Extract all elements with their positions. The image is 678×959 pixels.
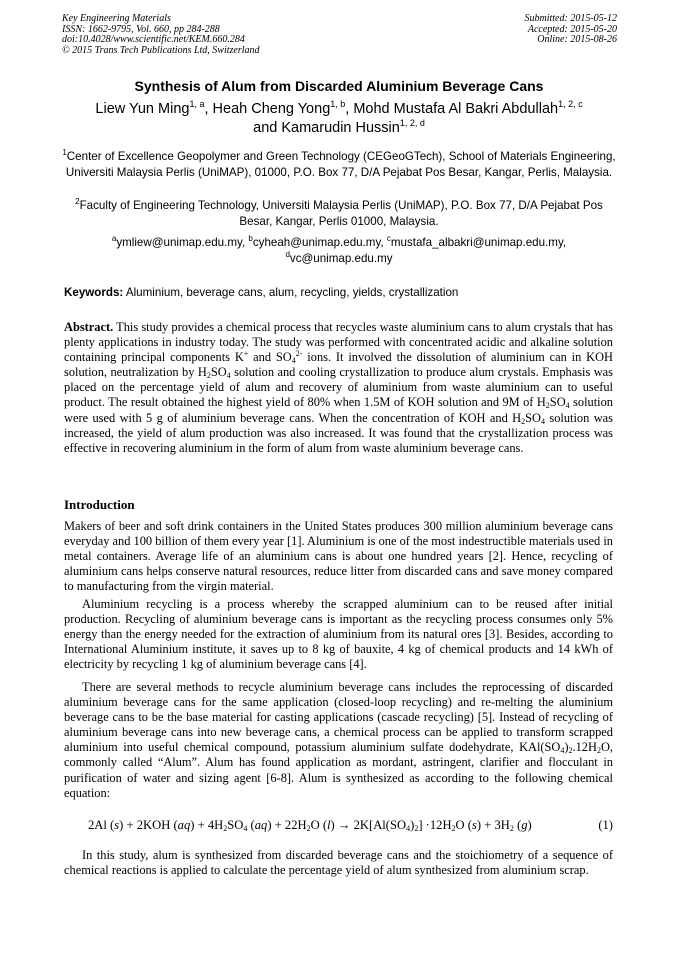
equation-text: ) + 2KOH (	[119, 818, 178, 832]
accepted-date: Accepted: 2015-05-20	[527, 23, 617, 35]
abstract-text: SO	[549, 395, 566, 410]
equation-text: )	[527, 818, 532, 832]
equation-text: ) + 4H	[190, 818, 224, 832]
email-link[interactable]: cyheah@unimap.edu.my	[252, 236, 381, 249]
author-affiliation-marker: 1, a	[189, 99, 205, 109]
email-marker: c	[386, 234, 391, 243]
abstract-text: and SO	[248, 350, 292, 365]
keywords-label: Keywords:	[64, 286, 124, 299]
author-emails: $^a$ymliew@unimap.edu.my, $^b$cyheah@unimap.edu.my, $^c$mustafa_albakri@unimap.edu.my, $^d$vc@unimap.edu.my	[111, 234, 567, 265]
subscript: 4	[565, 401, 570, 411]
section-heading-introduction: Introduction	[64, 497, 135, 512]
equation-state: aq	[177, 818, 191, 832]
equation-text: (	[247, 818, 255, 832]
publication-dates	[525, 14, 618, 46]
abstract-text: This study provides a chemical process that recycles waste aluminium cans to alum crystals that has plenty applications in industry today. The study was performed with concentrated acidic and alkaline solution containing principal components K	[64, 320, 613, 365]
author-affiliation-marker: 1, b	[330, 99, 346, 109]
author-affiliation-marker: 1, 2, d	[399, 118, 425, 128]
equation-text: O (	[310, 818, 328, 832]
equation-text: )	[410, 818, 415, 832]
copyright-line: © 2015 Trans Tech Publications Ltd, Switzerland	[62, 44, 260, 56]
intro-paragraph-4: In this study, alum is synthesized from discarded beverage cans and the stoichiometry of a sequence of chemical reactions is applied to calculate the percentage yield of alum synthesized from aluminium scrap.	[64, 848, 613, 878]
subscript: 4	[226, 371, 231, 381]
subscript: 4	[291, 356, 296, 366]
email-link[interactable]: mustafa_albakri@unimap.edu.my	[390, 236, 563, 249]
abstract-text: solution were used with 5 g of aluminium beverage cans. When the concentration of KOH and H	[64, 395, 613, 425]
equation-text: (	[513, 818, 522, 832]
submitted-date: Submitted: 2015-05-12	[524, 13, 617, 24]
abstract	[64, 320, 613, 456]
affiliation-text: Faculty of Engineering Technology, Universiti Malaysia Perlis (UniMAP), P.O. Box 77, D/A Pejabat Pos Besar, Kangar, Perlis 01000, Malaysia.	[79, 199, 603, 228]
issn-line: ISSN: 1662-9795, Vol. 660, pp 284-288	[62, 23, 220, 35]
abstract-text: ions. It involved the dissolution of aluminium can in KOH solution, neutralization by H	[64, 350, 613, 380]
subscript: 4	[243, 824, 248, 833]
equation-text: O (	[455, 818, 472, 832]
author-list: Liew Yun Ming$^{1, a}$, Heah Cheng Yong$^{1, b}$, Mohd Mustafa Al Bakri Abdullah$^{1, 2, c}$ and Kamarudin Hussin$^{1, 2, d}$	[95, 99, 583, 136]
author-name: Heah Cheng Yong	[212, 101, 331, 117]
subscript: 2	[306, 824, 311, 833]
subscript: 2	[596, 746, 601, 756]
paragraph-text: O, commonly called “Alum”. Alum has found application as mordant, astringent, clarifier and flocculant in purification of water and sizing agent [6-8]. Alum is synthesized as according to the following chemical equation:	[64, 740, 613, 800]
equation-state: s	[471, 818, 477, 832]
subscript: 2	[223, 824, 228, 833]
abstract-text: solution and cooling crystallization to produce alum crystals. Emphasis was placed on the percentage yield of alum and recovery of aluminium from waste aluminium can to useful product. The result obtained the highest yield of 80% when 1.5M of KOH solution and 9M of H	[64, 365, 614, 410]
intro-paragraph-2: Aluminium recycling is a process whereby the scrapped aluminium can to be reused after initial production. Recycling of aluminium beverage cans is important as the recycling process consumes only 5% energy than the energy needed for the extraction of aluminium from its natural ores [3]. Besides, according to International Aluminium institute, it saves up to 8 kg of bauxite, 4 kg of chemical products and 14 kWh of electricity by recycling 1 kg of aluminium beverage cans [4].	[64, 597, 613, 672]
keywords-text: Aluminium, beverage cans, alum, recycling, yields, crystallization	[125, 286, 459, 299]
subscript: 4	[540, 416, 545, 426]
affiliation-2	[60, 198, 618, 230]
author-name: Liew Yun Ming	[95, 101, 190, 117]
superscript: 2-	[295, 349, 303, 359]
equation-state: g	[521, 818, 528, 832]
abstract-text: solution was increased, the yield of alum production was also increased. It was found that the crystallization process was effective in recovering aluminium in the form of alum from waste aluminium beverage cans.	[64, 410, 613, 455]
intro-paragraph-1: Makers of beer and soft drink containers in the United States produces 300 million aluminium beverage cans everyday and 100 billion of them every year [1]. Aluminium is one of the most indestructible materials used in metal containers. Average life of an aluminium cans is about one hundred years [2]. Hence, recycling of aluminium cans helps conserve natural resources, reduce litter from discarded cans and save money compared to manufacturing from the virgin material.	[64, 519, 613, 594]
paragraph-text: There are several methods to recycle aluminium beverage cans includes the reprocessing of discarded aluminium beverage cans for the same application (closed-loop recycling) and re-melting the aluminium beverage cans to be the base material for casting applications (cascade recycling) [5]. Instead of recycling of aluminium beverage cans into new beverage cans, a chemical process can be applied to transform scrapped aluminium into useful chemical compound, potassium aluminium sulfate dodehydrate, KAl(SO	[64, 680, 613, 755]
subscript: 2	[206, 371, 211, 381]
superscript: +	[243, 349, 249, 359]
affiliation-marker: 2	[75, 197, 80, 206]
affiliation-text: Center of Excellence Geopolymer and Green Technology (CEGeoGTech), School of Materials Engineering, Universiti Malaysia Perlis (UniMAP), 01000, P.O. Box 77, D/A Pejabat Pos Besar, Kangar, Perlis, Malaysia.	[65, 150, 616, 179]
equation-text: SO	[227, 818, 244, 832]
author-affiliation-marker: 1, 2, c	[558, 99, 583, 109]
equation-text: 2Al (	[88, 818, 115, 832]
equation-text: ) → 2K[Al(SO	[330, 818, 407, 832]
equation-state: s	[114, 818, 120, 832]
journal-info	[62, 14, 260, 56]
online-date: Online: 2015-08-26	[537, 34, 617, 45]
email-marker: b	[248, 234, 253, 243]
subscript: 2	[521, 416, 526, 426]
equation-text: ) + 22H	[267, 818, 307, 832]
equation-state: l	[327, 818, 331, 832]
subscript: 2	[545, 401, 550, 411]
author-conjunction: and	[253, 120, 278, 136]
chemical-equation	[88, 818, 613, 833]
subscript: 2	[568, 746, 573, 756]
subscript: 2	[509, 824, 514, 833]
equation-text: ) + 3H	[476, 818, 510, 832]
author-name: Kamarudin Hussin	[281, 120, 400, 136]
doi-line: doi:10.4028/www.scientific.net/KEM.660.284	[62, 34, 245, 45]
subscript: 4	[560, 746, 565, 756]
author-name: Mohd Mustafa Al Bakri Abdullah	[353, 101, 559, 117]
abstract-label: Abstract.	[64, 320, 114, 334]
paper-title: Synthesis of Alum from Discarded Aluminium Beverage Cans	[134, 78, 544, 94]
email-marker: d	[285, 250, 290, 259]
journal-name: Key Engineering Materials	[62, 13, 171, 24]
abstract-text: SO	[525, 410, 541, 425]
affiliation-1	[60, 149, 618, 181]
intro-paragraph-3	[64, 680, 613, 801]
email-marker: a	[111, 234, 117, 243]
equation-state: aq	[254, 818, 268, 832]
subscript: 4	[406, 824, 411, 833]
email-link[interactable]: vc@unimap.edu.my	[289, 252, 393, 265]
subscript: 2	[414, 824, 419, 833]
affiliation-marker: 1	[62, 148, 67, 157]
equation-number: (1)	[598, 818, 613, 832]
email-link[interactable]: ymliew@unimap.edu.my	[116, 236, 242, 249]
paragraph-text: )	[564, 740, 569, 755]
abstract-text: SO	[210, 365, 227, 380]
equation-text: ] ·12H	[418, 818, 452, 832]
keywords	[64, 286, 458, 299]
subscript: 2	[451, 824, 456, 833]
paragraph-text: .12H	[572, 740, 597, 755]
